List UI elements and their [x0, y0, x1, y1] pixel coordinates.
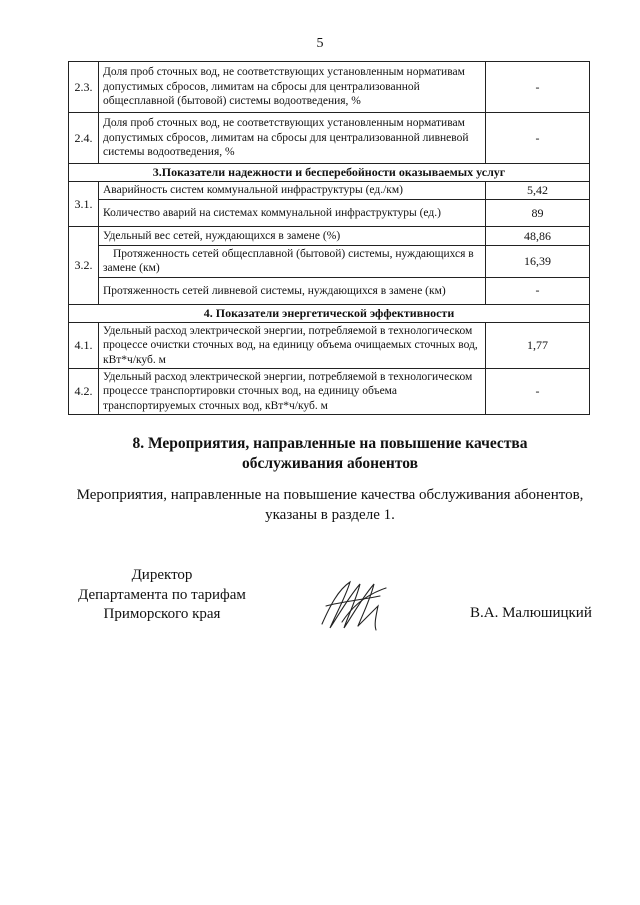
signatory-title-line: Приморского края [103, 606, 221, 622]
paragraph-line: указаны в разделе 1. [265, 507, 395, 524]
row-description: Аварийность систем коммунальной инфраструктуры (ед./км) [99, 182, 486, 200]
row-value: 89 [486, 200, 590, 227]
row-value: - [486, 113, 590, 164]
indicators-table [68, 61, 590, 415]
section-header-row [69, 304, 590, 322]
table-row [69, 227, 590, 246]
row-description: Количество аварий на системах коммунальной инфраструктуры (ед.) [99, 200, 486, 227]
row-number: 4.2. [69, 368, 99, 414]
table-row [69, 62, 590, 113]
row-description: Удельный расход электрической энергии, потребляемой в технологическом процессе транспортировки сточных вод, на единицу объема транспортируемых сточных вод, кВт*ч/куб. м [99, 368, 486, 414]
signatory-name: В.А. Малюшицкий [470, 605, 592, 621]
row-number: 3.2. [69, 227, 99, 305]
section-3-title: 3.Показатели надежности и бесперебойности оказываемых услуг [69, 164, 590, 182]
table-row [69, 246, 590, 278]
row-number: 4.1. [69, 322, 99, 368]
row-description: Протяженность сетей общесплавной (бытовой) системы, нуждающихся в замене (км) [99, 246, 486, 278]
row-description: Удельный расход электрической энергии, потребляемой в технологическом процессе очистки сточных вод, на единицу объема очищаемых сточных вод, кВт*ч/куб. м [99, 322, 486, 368]
row-value: - [486, 368, 590, 414]
row-value: 5,42 [486, 182, 590, 200]
row-value: 48,86 [486, 227, 590, 246]
row-description: Доля проб сточных вод, не соответствующих установленным нормативам допустимых сбросов, лимитам на сбросы для централизованной общесплавной (бытовой) системы водоотведения, % [99, 62, 486, 113]
row-value: - [486, 62, 590, 113]
table-row [69, 113, 590, 164]
table-row [69, 368, 590, 414]
table-row [69, 182, 590, 200]
row-description: Доля проб сточных вод, не соответствующих установленным нормативам допустимых сбросов, лимитам на сбросы для централизованной ливневой системы водоотведения, % [99, 113, 486, 164]
row-value: 16,39 [486, 246, 590, 278]
section-8-heading [80, 434, 580, 474]
page-number: 5 [316, 36, 324, 51]
section-8-paragraph [60, 485, 600, 526]
row-description: Удельный вес сетей, нуждающихся в замене (%) [99, 227, 486, 246]
section-4-title: 4. Показатели энергетической эффективности [69, 304, 590, 322]
row-number: 3.1. [69, 182, 99, 227]
signatory-title-line: Департамента по тарифам [78, 586, 246, 603]
section-8-heading-line: 8. Мероприятия, направленные на повышение качества [132, 435, 528, 452]
signatory-title-line: Директор [131, 567, 193, 583]
row-description: Протяженность сетей ливневой системы, нуждающихся в замене (км) [99, 277, 486, 304]
table-row [69, 322, 590, 368]
row-number: 2.3. [69, 62, 99, 113]
section-8-heading-line: обслуживания абонентов [242, 455, 418, 473]
row-number: 2.4. [69, 113, 99, 164]
table-row [69, 277, 590, 304]
section-header-row [69, 164, 590, 182]
signatory-title [62, 566, 262, 625]
row-value: - [486, 277, 590, 304]
paragraph-line: Мероприятия, направленные на повышение качества обслуживания абонентов, [76, 487, 584, 503]
row-value: 1,77 [486, 322, 590, 368]
handwritten-signature [316, 576, 396, 636]
table-row [69, 200, 590, 227]
